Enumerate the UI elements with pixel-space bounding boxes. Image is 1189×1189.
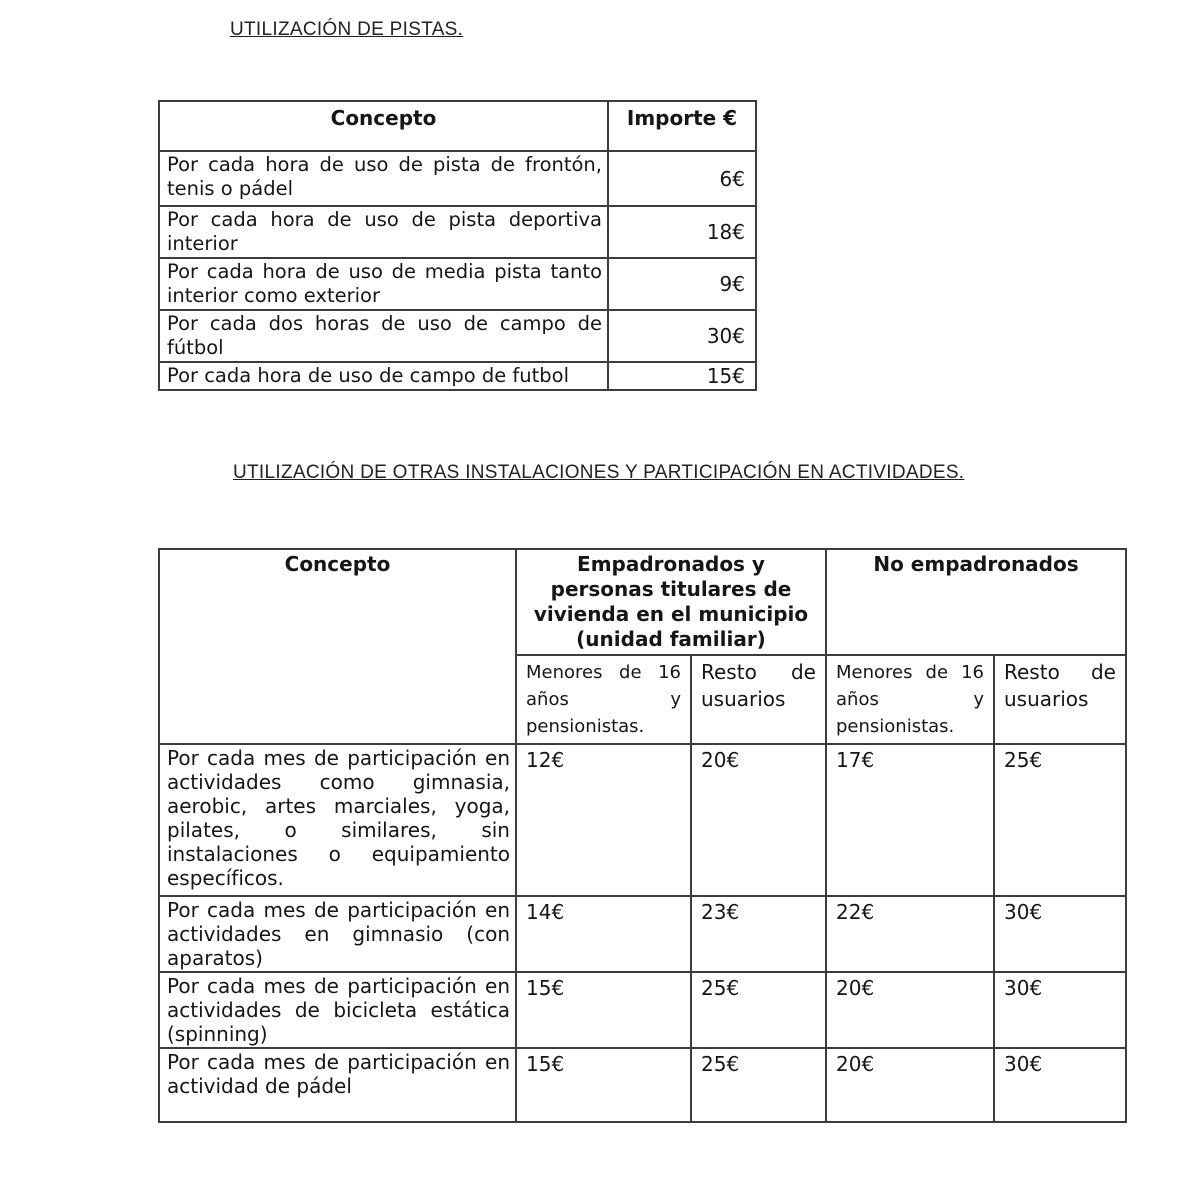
concept-cell: Por cada dos horas de uso de campo de fútbol <box>159 310 608 362</box>
no-empadronados-minors-subheader: Menores de 16 años y pensionistas. <box>826 655 994 744</box>
concept-cell: Por cada mes de participación en actividades como gimnasia, aerobic, artes marciales, yoga, pilates, o similares, sin instalaciones o equipamiento específicos. <box>159 744 516 896</box>
concept-cell: Por cada mes de participación en actividades de bicicleta estática (spinning) <box>159 972 516 1048</box>
concept-cell: Por cada mes de participación en actividad de pádel <box>159 1048 516 1122</box>
actividades-tariff-table <box>158 548 1127 1123</box>
no-empadronados-group-header: No empadronados <box>826 549 1126 655</box>
header-line: Empadronados y <box>577 552 765 576</box>
table-header-row <box>159 101 756 151</box>
emp-minors-price-cell: 15€ <box>516 1048 691 1122</box>
amount-column-header: Importe € <box>608 101 756 151</box>
section1-title: UTILIZACIÓN DE PISTAS. <box>230 19 464 40</box>
table-row <box>159 151 756 206</box>
concept-cell: Por cada hora de uso de campo de futbol <box>159 362 608 390</box>
section2-title: UTILIZACIÓN DE OTRAS INSTALACIONES Y PARTICIPACIÓN EN ACTIVIDADES. <box>233 462 965 483</box>
concept-cell: Por cada hora de uso de pista deportiva interior <box>159 206 608 258</box>
amount-cell: 18€ <box>608 206 756 258</box>
nonemp-rest-price-cell: 30€ <box>994 972 1126 1048</box>
empadronados-minors-subheader: Menores de 16 años y pensionistas. <box>516 655 691 744</box>
nonemp-minors-price-cell: 20€ <box>826 1048 994 1122</box>
header-line: (unidad familiar) <box>576 627 766 651</box>
table-row <box>159 1048 1126 1122</box>
table-row <box>159 972 1126 1048</box>
no-empadronados-rest-subheader: Resto de usuarios <box>994 655 1126 744</box>
amount-cell: 6€ <box>608 151 756 206</box>
emp-rest-price-cell: 23€ <box>691 896 826 972</box>
emp-minors-price-cell: 15€ <box>516 972 691 1048</box>
emp-rest-price-cell: 20€ <box>691 744 826 896</box>
nonemp-rest-price-cell: 30€ <box>994 1048 1126 1122</box>
table-row <box>159 258 756 310</box>
concept-cell: Por cada mes de participación en actividades en gimnasio (con aparatos) <box>159 896 516 972</box>
table-row <box>159 310 756 362</box>
concept-column-header: Concepto <box>159 101 608 151</box>
nonemp-rest-price-cell: 25€ <box>994 744 1126 896</box>
empadronados-group-header <box>516 549 826 655</box>
table-row <box>159 896 1126 972</box>
nonemp-rest-price-cell: 30€ <box>994 896 1126 972</box>
empadronados-rest-subheader: Resto de usuarios <box>691 655 826 744</box>
header-line: personas titulares de <box>550 577 792 601</box>
header-line: vivienda en el municipio <box>533 602 809 626</box>
concept-column-header: Concepto <box>159 549 516 744</box>
table-row <box>159 744 1126 896</box>
table-group-header-row <box>159 549 1126 655</box>
table-row <box>159 362 756 390</box>
table-row <box>159 206 756 258</box>
amount-cell: 15€ <box>608 362 756 390</box>
nonemp-minors-price-cell: 20€ <box>826 972 994 1048</box>
emp-minors-price-cell: 14€ <box>516 896 691 972</box>
emp-minors-price-cell: 12€ <box>516 744 691 896</box>
concept-cell: Por cada hora de uso de pista de frontón, tenis o pádel <box>159 151 608 206</box>
nonemp-minors-price-cell: 22€ <box>826 896 994 972</box>
amount-cell: 9€ <box>608 258 756 310</box>
concept-cell: Por cada hora de uso de media pista tanto interior como exterior <box>159 258 608 310</box>
pistas-tariff-table <box>158 100 757 391</box>
nonemp-minors-price-cell: 17€ <box>826 744 994 896</box>
emp-rest-price-cell: 25€ <box>691 972 826 1048</box>
emp-rest-price-cell: 25€ <box>691 1048 826 1122</box>
amount-cell: 30€ <box>608 310 756 362</box>
